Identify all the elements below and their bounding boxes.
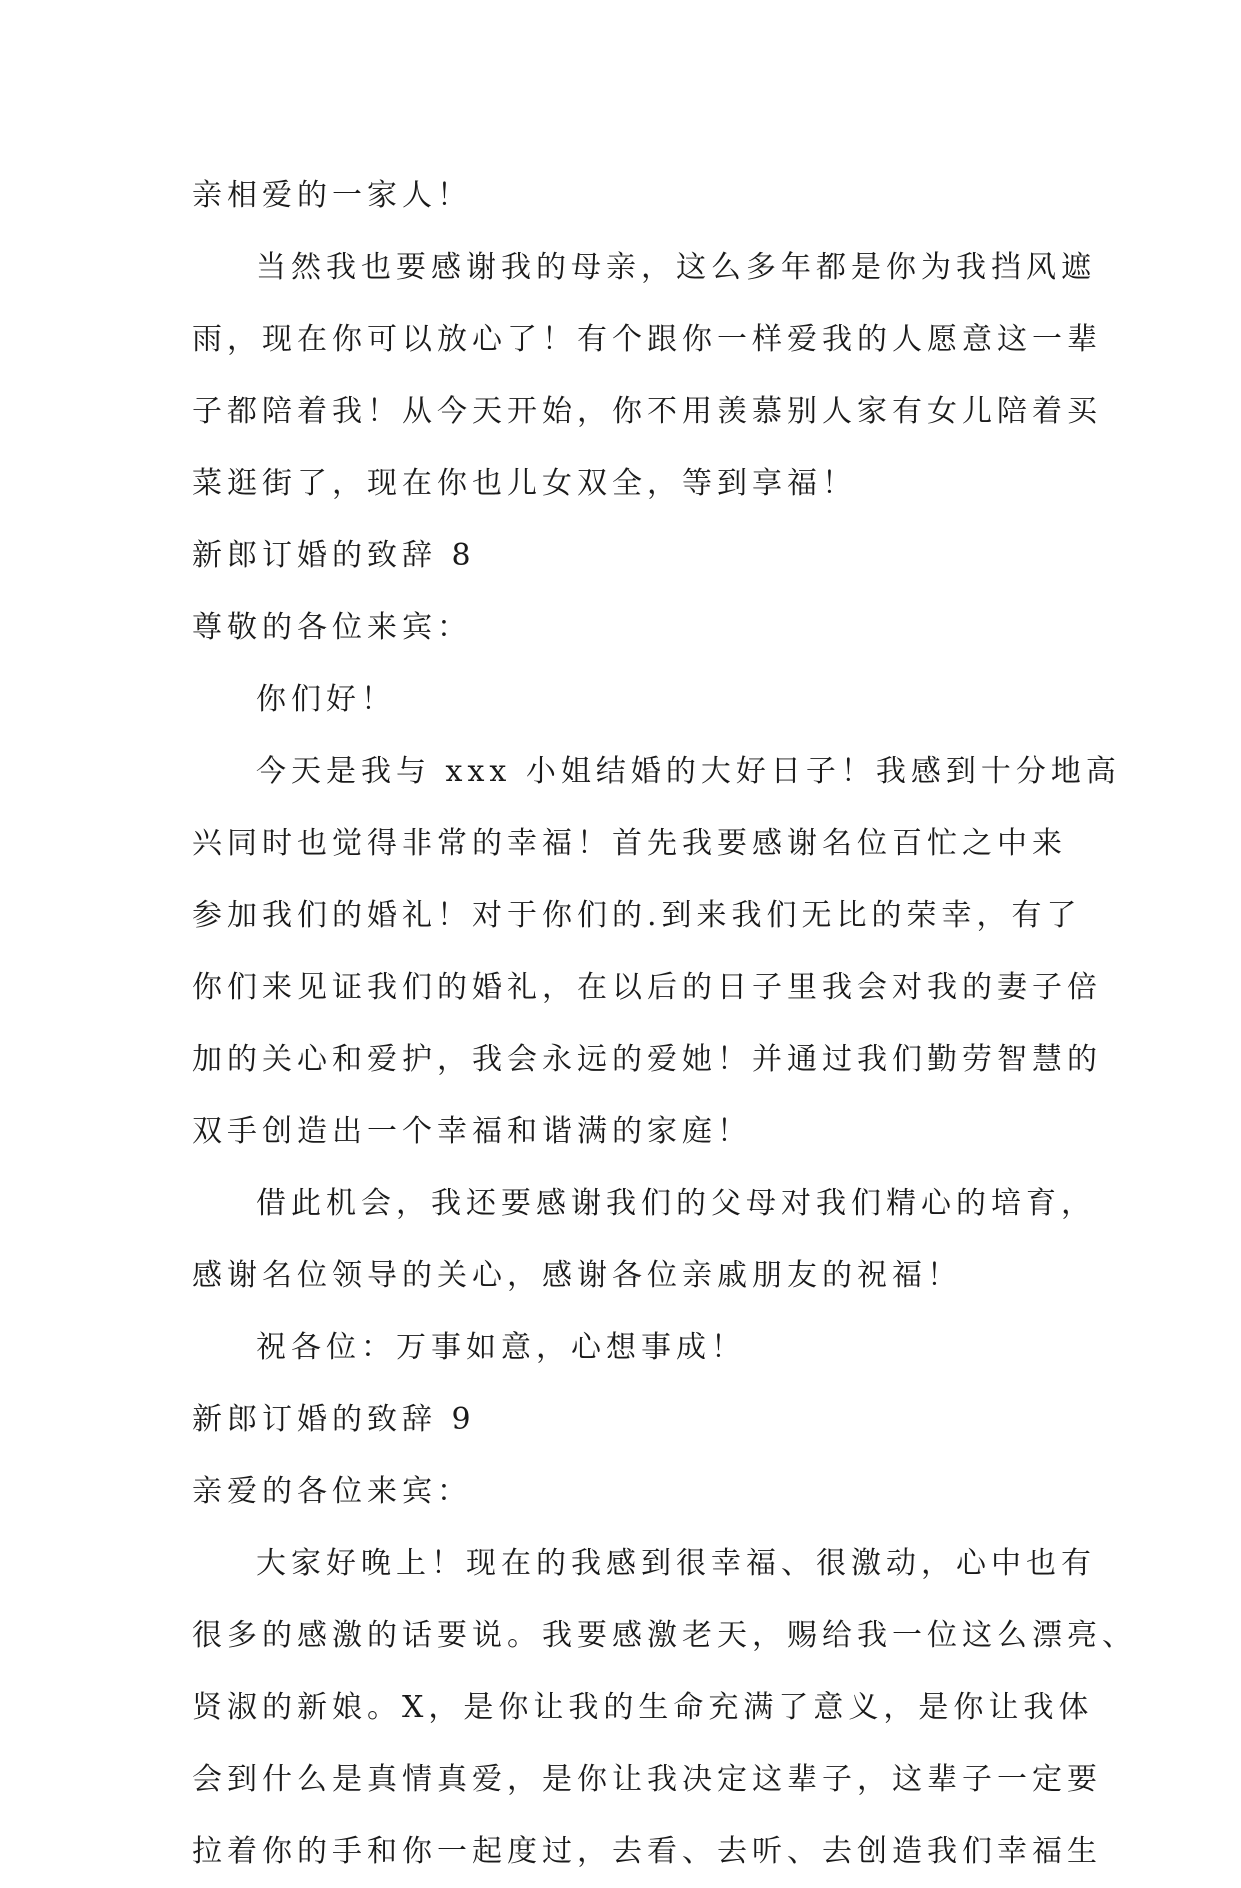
text-line: 大家好晚上！现在的我感到很幸福、很激动，心中也有 (256, 1546, 1096, 1581)
salutation: 亲爱的各位来宾： (192, 1474, 472, 1509)
section-heading: 新郎订婚的致辞 8 (192, 538, 476, 573)
text-line: 今天是我与 xxx 小姐结婚的大好日子！我感到十分地高 (256, 754, 1121, 789)
text-line: 菜逛街了，现在你也儿女双全，等到享福！ (192, 466, 857, 501)
text-line: 亲相爱的一家人！ (192, 178, 472, 213)
text-line: 雨，现在你可以放心了！有个跟你一样爱我的人愿意这一辈 (192, 322, 1102, 357)
text-line: 双手创造出一个幸福和谐满的家庭！ (192, 1114, 752, 1149)
text-line: 当然我也要感谢我的母亲，这么多年都是你为我挡风遮 (256, 250, 1096, 285)
text-line: 你们好！ (256, 682, 396, 717)
text-line: 祝各位：万事如意，心想事成！ (256, 1330, 746, 1365)
salutation: 尊敬的各位来宾： (192, 610, 472, 645)
text-line: 贤淑的新娘。X，是你让我的生命充满了意义，是你让我体 (192, 1690, 1094, 1725)
section-heading: 新郎订婚的致辞 9 (192, 1402, 476, 1437)
text-line: 借此机会，我还要感谢我们的父母对我们精心的培育， (256, 1186, 1096, 1221)
text-line: 你们来见证我们的婚礼，在以后的日子里我会对我的妻子倍 (192, 970, 1102, 1005)
text-line: 加的关心和爱护，我会永远的爱她！并通过我们勤劳智慧的 (192, 1042, 1102, 1077)
text-line: 会到什么是真情真爱，是你让我决定这辈子，这辈子一定要 (192, 1762, 1102, 1797)
text-line: 感谢名位领导的关心，感谢各位亲戚朋友的祝福！ (192, 1258, 962, 1293)
text-line: 子都陪着我！从今天开始，你不用羡慕别人家有女儿陪着买 (192, 394, 1102, 429)
text-line: 兴同时也觉得非常的幸福！首先我要感谢名位百忙之中来 (192, 826, 1067, 861)
text-line: 很多的感激的话要说。我要感激老天，赐给我一位这么漂亮、 (192, 1618, 1137, 1653)
document-page (192, 160, 1137, 1888)
text-line: 拉着你的手和你一起度过，去看、去听、去创造我们幸福生 (192, 1834, 1102, 1869)
text-line: 参加我们的婚礼！对于你们的.到来我们无比的荣幸，有了 (192, 898, 1082, 933)
